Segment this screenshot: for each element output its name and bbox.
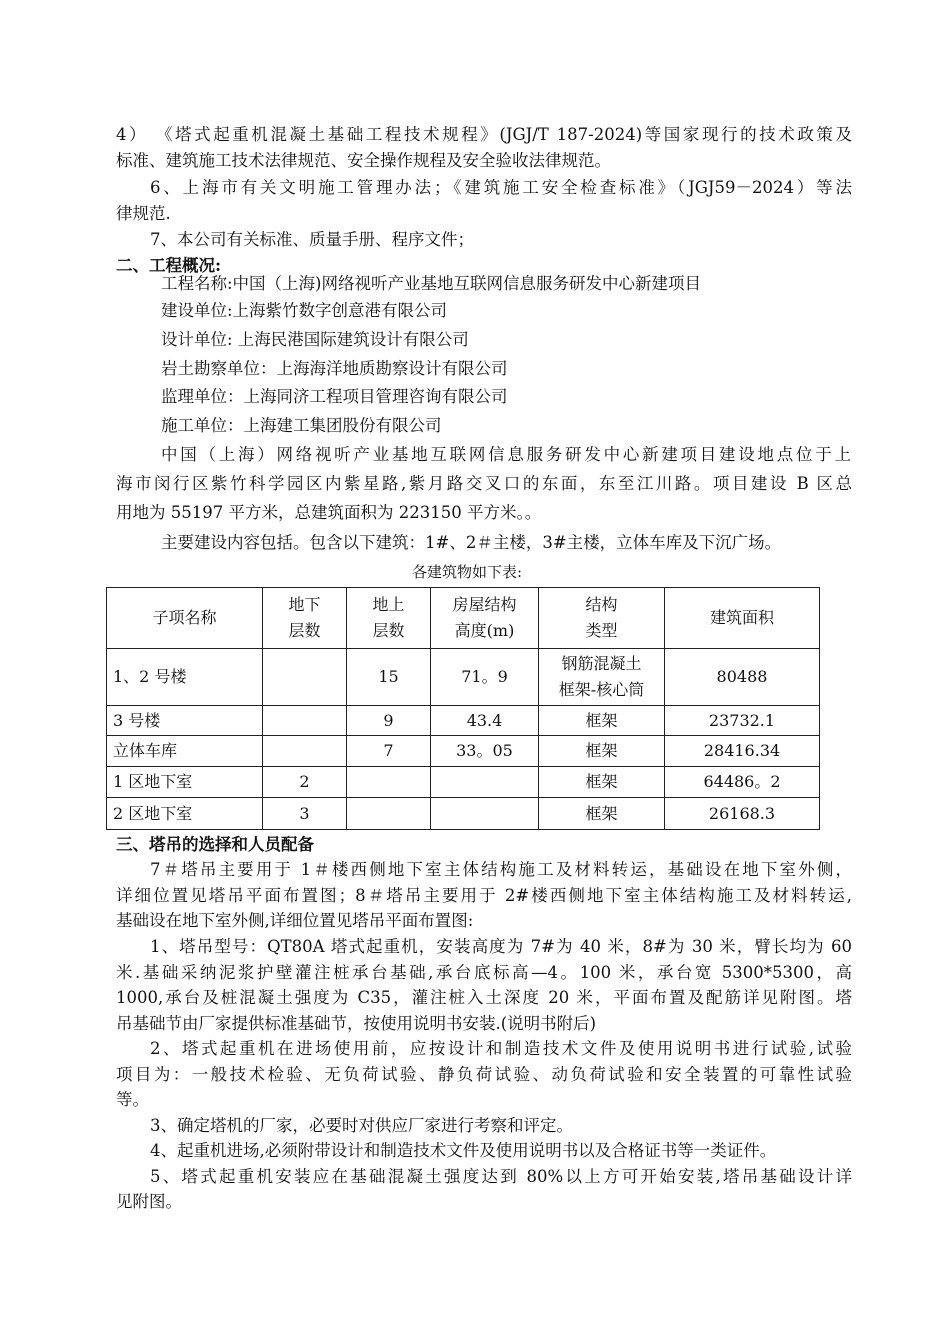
cell-aboveground (347, 767, 431, 798)
tower-crane-paragraph-line: 详细位置见塔吊平面布置图；8＃塔吊主要用于 2#楼西侧地下室主体结构施工及材料转运, (116, 886, 852, 905)
cell-height: 71。9 (431, 649, 539, 706)
cell-name: 1、2 号楼 (107, 649, 263, 706)
crane-documents-line: 4、起重机进场,必须附带设计和制造技术文件及使用说明书以及合格证书等一类证件。 (150, 1141, 777, 1160)
overview-paragraph-line: 海市闵行区紫竹科学园区内紫星路,紫月路交叉口的东面，东至江川路。项目建设 B 区总 (116, 474, 852, 493)
intro-line: 4） 《塔式起重机混凝土基础工程技术规程》(JGJ/T 187-2024)等国家现行的技术政策及 (116, 125, 852, 144)
header-cell: 建筑面积 (665, 588, 820, 649)
crane-vendor-line: 3、确定塔机的厂家，必要时对供应厂家进行考察和评定。 (150, 1116, 573, 1135)
cell-structure: 框架 (539, 706, 665, 736)
cell-underground: 2 (263, 767, 347, 798)
intro-line: 律规范. (116, 204, 171, 223)
overview-paragraph-line: 中国（上海）网络视听产业基地互联网信息服务研发中心新建项目建设地点位于上 (161, 445, 851, 464)
cell-name: 1 区地下室 (107, 767, 263, 798)
tower-crane-paragraph-line: 基础设在地下室外侧,详细位置见塔吊平面布置图: (116, 911, 474, 930)
project-info-line: 建设单位:上海紫竹数字创意港有限公司 (161, 301, 448, 320)
header-cell: 结构 类型 (539, 588, 665, 649)
cell-underground (263, 649, 347, 706)
cell-aboveground: 9 (347, 706, 431, 736)
cell-area: 23732.1 (665, 706, 820, 736)
section-heading: 三、塔吊的选择和人员配备 (116, 835, 314, 854)
project-info-line: 工程名称:中国（上海)网络视听产业基地互联网信息服务研发中心新建项目 (161, 274, 701, 293)
tower-crane-paragraph-line: 7＃塔吊主要用于 1＃楼西侧地下室主体结构施工及材料转运，基础设在地下室外侧， (150, 860, 852, 879)
intro-line: 7、本公司有关标准、质量手册、程序文件； (150, 230, 474, 249)
cell-underground (263, 706, 347, 736)
cell-height: 33。05 (431, 736, 539, 767)
cell-structure: 框架 (539, 767, 665, 798)
crane-test-line: 2、塔式起重机在进场使用前，应按设计和制造技术文件及使用说明书进行试验,试验 (150, 1039, 852, 1058)
project-info-line: 监理单位：上海同济工程项目管理咨询有限公司 (161, 387, 508, 406)
table-row (107, 649, 820, 706)
table-header-row (107, 588, 820, 649)
cell-aboveground: 7 (347, 736, 431, 767)
cell-height (431, 798, 539, 830)
header-cell: 地上 层数 (347, 588, 431, 649)
table-row (107, 798, 820, 830)
crane-test-line: 等。 (116, 1090, 149, 1109)
content-line: 主要建设内容包括。包含以下建筑：1#、2＃主楼，3#主楼，立体车库及下沉广场。 (161, 533, 782, 552)
cell-area: 80488 (665, 649, 820, 706)
intro-line: 标准、建筑施工技术法律规范、安全操作规程及安全验收法律规范。 (116, 151, 611, 170)
crane-model-line: 1、塔吊型号：QT80A 塔式起重机，安装高度为 7#为 40 米，8#为 30 米，臂长均为 60 (150, 937, 852, 956)
cell-area: 28416.34 (665, 736, 820, 767)
cell-aboveground: 15 (347, 649, 431, 706)
cell-area: 26168.3 (665, 798, 820, 830)
cell-underground: 3 (263, 798, 347, 830)
cell-height (431, 767, 539, 798)
crane-model-line: 米.基础采纳泥浆护壁灌注桩承台基础,承台底标高—4。100 米，承台宽 5300*5300，高 (116, 963, 852, 982)
header-cell: 房屋结构 高度(m) (431, 588, 539, 649)
cell-area: 64486。2 (665, 767, 820, 798)
project-info-line: 岩土勘察单位：上海海洋地质勘察设计有限公司 (161, 359, 508, 378)
overview-paragraph-line: 用地为 55197 平方米，总建筑面积为 223150 平方米。。 (116, 503, 542, 522)
table-row (107, 736, 820, 767)
project-info-line: 施工单位：上海建工集团股份有限公司 (161, 416, 442, 435)
table-caption: 各建筑物如下表: (411, 563, 523, 581)
cell-structure: 框架 (539, 798, 665, 830)
cell-structure: 框架 (539, 736, 665, 767)
cell-underground (263, 736, 347, 767)
cell-name: 2 区地下室 (107, 798, 263, 830)
header-cell: 子项名称 (107, 588, 263, 649)
table-row (107, 706, 820, 736)
header-cell: 地下 层数 (263, 588, 347, 649)
cell-aboveground (347, 798, 431, 830)
crane-test-line: 项目为：一般技术检验、无负荷试验、静负荷试验、动负荷试验和安全装置的可靠性试验 (116, 1065, 852, 1084)
crane-model-line: 吊基础节由厂家提供标准基础节，按使用说明书安装.(说明书附后) (116, 1014, 597, 1033)
cell-name: 立体车库 (107, 736, 263, 767)
project-info-line: 设计单位: 上海民港国际建筑设计有限公司 (161, 330, 469, 349)
intro-line: 6、上海市有关文明施工管理办法；《建筑施工安全检查标准》（JGJ59－2024）等法 (150, 178, 852, 197)
crane-install-line: 见附图。 (116, 1192, 182, 1211)
cell-name: 3 号楼 (107, 706, 263, 736)
table-row (107, 767, 820, 798)
crane-model-line: 1000,承台及桩混凝土强度为 C35，灌注桩入土深度 20 米，平面布置及配筋详见附图。塔 (116, 988, 852, 1007)
cell-structure: 钢筋混凝土 框架-核心筒 (539, 649, 665, 706)
building-table (106, 587, 820, 830)
crane-install-line: 5、塔式起重机安装应在基础混凝土强度达到 80%以上方可开始安装,塔吊基础设计详 (150, 1167, 852, 1186)
section-heading: 二、工程概况: (116, 256, 222, 275)
cell-height: 43.4 (431, 706, 539, 736)
